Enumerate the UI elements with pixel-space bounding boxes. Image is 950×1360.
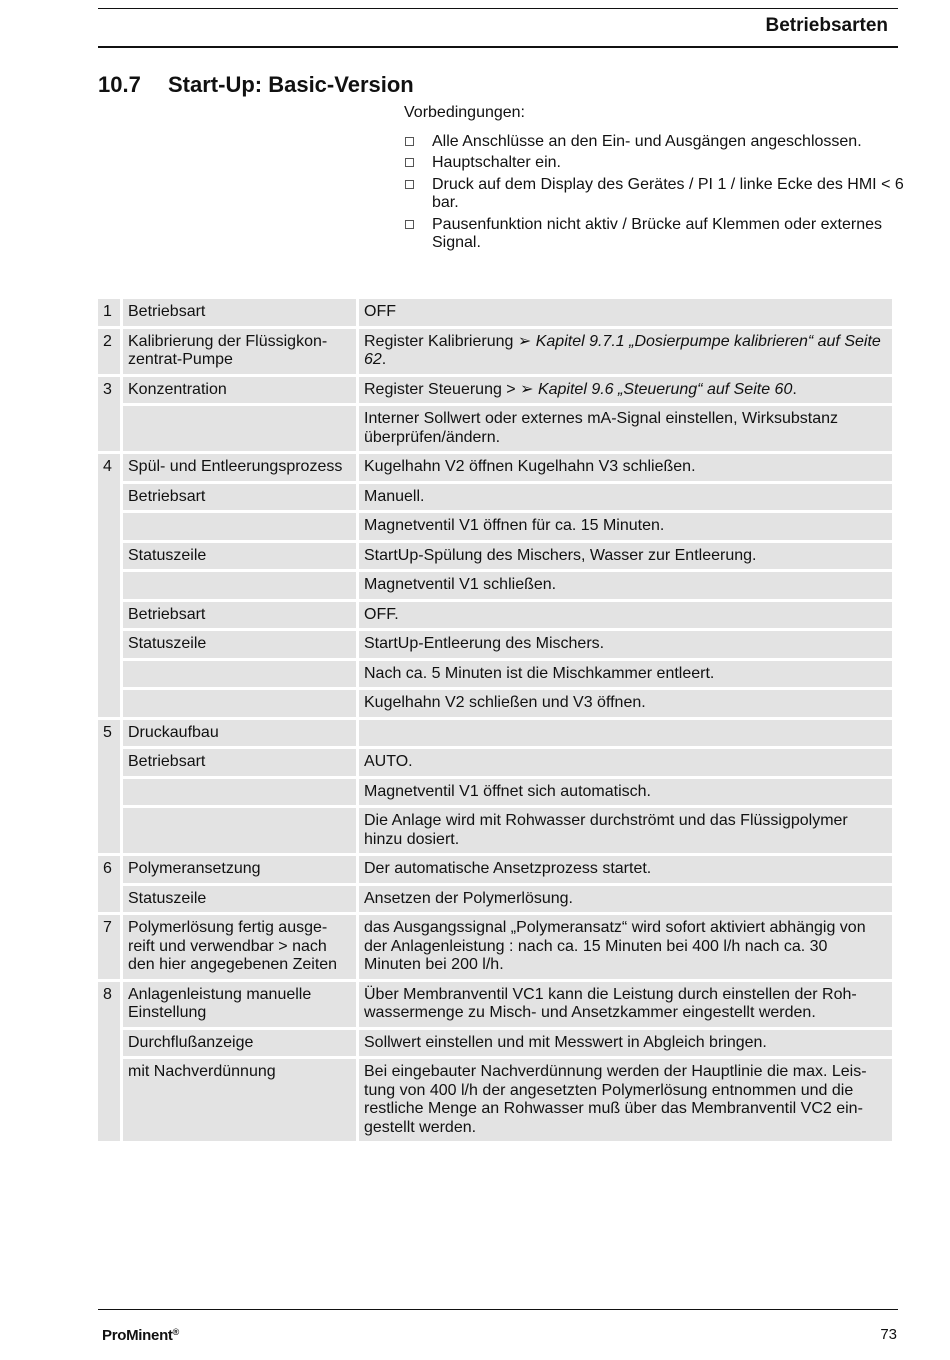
- step-description: Kugelhahn V2 öffnen Kugelhahn V3 schließen.: [359, 454, 892, 481]
- step-label: Betriebsart: [123, 484, 356, 511]
- header-rule-bottom: [98, 46, 898, 48]
- step-label: Kalibrierung der Flüssigkon-zentrat-Pumpe: [123, 329, 356, 374]
- step-number: 7: [98, 915, 120, 979]
- step-description: [359, 329, 892, 374]
- prerequisites-intro: Vorbedingungen:: [404, 104, 525, 121]
- square-bullet-icon: [405, 180, 414, 189]
- step-label: Statuszeile: [123, 631, 356, 658]
- section-title: Start-Up: Basic-Version: [168, 72, 414, 97]
- list-item: Hauptschalter ein.: [404, 154, 904, 173]
- step-label: Statuszeile: [123, 886, 356, 913]
- step-number: 8: [98, 982, 120, 1142]
- step-description: OFF.: [359, 602, 892, 629]
- step-description: Nach ca. 5 Minuten ist die Mischkammer entleert.: [359, 661, 892, 688]
- table-row: [98, 690, 892, 717]
- step-label: Statuszeile: [123, 543, 356, 570]
- step-description: StartUp-Entleerung des Mischers.: [359, 631, 892, 658]
- step-label: [123, 572, 356, 599]
- list-item: Pausenfunktion nicht aktiv / Brücke auf Klemmen oder externes Signal.: [404, 216, 904, 253]
- reference-suffix: .: [792, 380, 797, 398]
- step-description: [359, 720, 892, 747]
- step-label: [123, 661, 356, 688]
- step-label: [123, 779, 356, 806]
- prerequisites-list: [404, 133, 904, 253]
- step-description: Manuell.: [359, 484, 892, 511]
- step-number: 3: [98, 377, 120, 452]
- table-row: [98, 406, 892, 451]
- reference-prefix: Register Steuerung >: [364, 380, 521, 398]
- prominent-logo: ProMinent®: [102, 1327, 179, 1344]
- table-row: [98, 661, 892, 688]
- table-row: [98, 454, 892, 481]
- list-item: Alle Anschlüsse an den Ein- und Ausgängen angeschlossen.: [404, 133, 904, 152]
- table-row: [98, 513, 892, 540]
- step-description: OFF: [359, 299, 892, 326]
- step-number: 6: [98, 856, 120, 912]
- table-row: [98, 543, 892, 570]
- step-number: 4: [98, 454, 120, 717]
- chapter-reference-link[interactable]: Kapitel 9.6 „Steuerung“ auf Seite 60: [537, 380, 793, 398]
- table-row: [98, 720, 892, 747]
- table-row: [98, 808, 892, 853]
- step-description: Magnetventil V1 schließen.: [359, 572, 892, 599]
- step-label: [123, 406, 356, 451]
- footer-rule: [98, 1309, 898, 1310]
- reference-arrow-icon: ➢: [517, 332, 532, 350]
- step-label: Polymeransetzung: [123, 856, 356, 883]
- table-row: [98, 572, 892, 599]
- step-label: Betriebsart: [123, 749, 356, 776]
- list-item: Druck auf dem Display des Gerätes / PI 1 / linke Ecke des HMI < 6 bar.: [404, 176, 904, 213]
- table-row: [98, 886, 892, 913]
- header-rule-top: [98, 8, 898, 9]
- step-number: 5: [98, 720, 120, 854]
- reference-prefix: Register Kalibrierung: [364, 332, 518, 350]
- step-description: Magnetventil V1 öffnet sich automatisch.: [359, 779, 892, 806]
- step-label: mit Nachverdünnung: [123, 1059, 356, 1141]
- step-description: Der automatische Ansetzprozess startet.: [359, 856, 892, 883]
- square-bullet-icon: [405, 220, 414, 229]
- step-label: [123, 513, 356, 540]
- table-row: [98, 329, 892, 374]
- step-description: Kugelhahn V2 schließen und V3 öffnen.: [359, 690, 892, 717]
- step-number: 2: [98, 329, 120, 374]
- square-bullet-icon: [405, 158, 414, 167]
- table-row: [98, 1030, 892, 1057]
- table-row: [98, 779, 892, 806]
- square-bullet-icon: [405, 137, 414, 146]
- step-description: Sollwert einstellen und mit Messwert in Abgleich bringen.: [359, 1030, 892, 1057]
- step-description: Bei eingebauter Nachverdünnung werden der Hauptlinie die max. Leis-tung von 400 l/h der angesetzten Polymerlösung entnommen und die restliche Menge an Rohwasser muß über das Membranventil VC2 ein-gestellt werden.: [359, 1059, 892, 1141]
- reference-arrow-icon: ➢: [520, 380, 534, 398]
- step-label: [123, 690, 356, 717]
- step-description: Magnetventil V1 öffnen für ca. 15 Minuten.: [359, 513, 892, 540]
- table-row: [98, 631, 892, 658]
- step-label: Druckaufbau: [123, 720, 356, 747]
- reference-suffix: .: [381, 351, 387, 368]
- step-label: [123, 808, 356, 853]
- step-label: Konzentration: [123, 377, 356, 404]
- table-row: [98, 915, 892, 979]
- header-title: Betriebsarten: [765, 15, 888, 36]
- table-row: [98, 377, 892, 404]
- step-label: Betriebsart: [123, 602, 356, 629]
- step-label: Spül- und Entleerungsprozess: [123, 454, 356, 481]
- step-description: StartUp-Spülung des Mischers, Wasser zur Entleerung.: [359, 543, 892, 570]
- step-description: Interner Sollwert oder externes mA-Signal einstellen, Wirksubstanz überprüfen/ändern.: [359, 406, 892, 451]
- section-number: 10.7: [98, 72, 141, 97]
- step-label: Anlagenleistung manuelle Einstellung: [123, 982, 356, 1027]
- table-row: [98, 484, 892, 511]
- startup-steps-body: [98, 299, 892, 1141]
- step-description: Ansetzen der Polymerlösung.: [359, 886, 892, 913]
- table-row: [98, 299, 892, 326]
- step-description: Über Membranventil VC1 kann die Leistung durch einstellen der Roh-wassermenge zu Misch- und Ansetzkammer eingestellt werden.: [359, 982, 892, 1027]
- step-number: 1: [98, 299, 120, 326]
- step-description: Die Anlage wird mit Rohwasser durchströmt und das Flüssigpolymer hinzu dosiert.: [359, 808, 892, 853]
- chapter-reference-link[interactable]: Kapitel 9.7.1 „Dosierpumpe kalibrieren“ auf Seite 62: [364, 332, 881, 368]
- step-description: [359, 377, 892, 404]
- table-row: [98, 982, 892, 1027]
- step-label: Polymerlösung fertig ausge-reift und verwendbar > nach den hier angegebenen Zeiten: [123, 915, 356, 979]
- table-row: [98, 1059, 892, 1141]
- step-label: Betriebsart: [123, 299, 356, 326]
- step-description: das Ausgangssignal „Polymeransatz“ wird sofort aktiviert abhängig von der Anlagenleistung : nach ca. 15 Minuten bei 400 l/h nach ca. 30 Minuten bei 200 l/h.: [359, 915, 892, 979]
- page-number: 73: [880, 1326, 897, 1343]
- step-description: AUTO.: [359, 749, 892, 776]
- startup-steps-table: [95, 296, 895, 1144]
- prerequisites: [404, 104, 904, 256]
- step-label: Durchflußanzeige: [123, 1030, 356, 1057]
- table-row: [98, 602, 892, 629]
- table-row: [98, 749, 892, 776]
- table-row: [98, 856, 892, 883]
- section-heading: [98, 72, 414, 98]
